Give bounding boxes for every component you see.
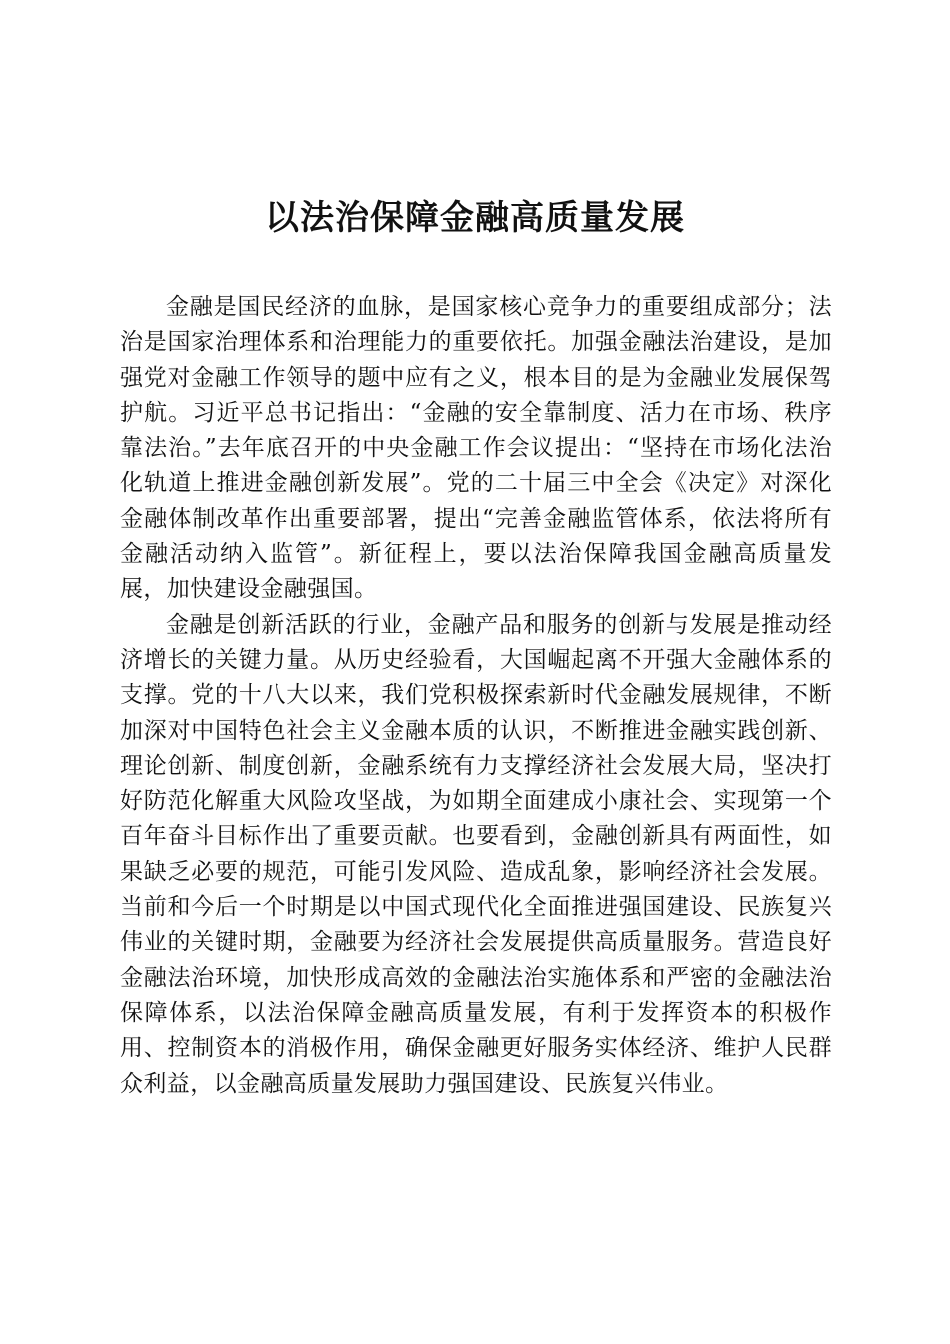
body-paragraph-1: 金融是国民经济的血脉，是国家核心竞争力的重要组成部分；法治是国家治理体系和治理能力的重要依托。加强金融法治建设，是加强党对金融工作领导的题中应有之义，根本目的是为金融业发展保驾护航。习近平总书记指出：“金融的安全靠制度、活力在市场、秩序靠法治。”去年底召开的中央金融工作会议提出：“坚持在市场化法治化轨道上推进金融创新发展”。党的二十届三中全会《决定》对深化金融体制改革作出重要部署，提出“完善金融监管体系，依法将所有金融活动纳入监管”。新征程上，要以法治保障我国金融高质量发展，加快建设金融强国。 — [120, 294, 832, 603]
body-paragraph-2: 金融是创新活跃的行业，金融产品和服务的创新与发展是推动经济增长的关键力量。从历史经验看，大国崛起离不开强大金融体系的支撑。党的十八大以来，我们党积极探索新时代金融发展规律，不断加深对中国特色社会主义金融本质的认识，不断推进金融实践创新、理论创新、制度创新，金融系统有力支撑经济社会发展大局，坚决打好防范化解重大风险攻坚战，为如期全面建成小康社会、实现第一个百年奋斗目标作出了重要贡献。也要看到，金融创新具有两面性，如果缺乏必要的规范，可能引发风险、造成乱象，影响经济社会发展。当前和今后一个时期是以中国式现代化全面推进强国建设、民族复兴伟业的关键时期，金融要为经济社会发展提供高质量服务。营造良好金融法治环境，加快形成高效的金融法治实施体系和严密的金融法治保障体系，以法治保障金融高质量发展，有利于发挥资本的积极作用、控制资本的消极作用，确保金融更好服务实体经济、维护人民群众利益，以金融高质量发展助力强国建设、民族复兴伟业。 — [120, 611, 832, 1097]
document-body — [120, 290, 832, 1102]
document-title: 以法治保障金融高质量发展 — [265, 198, 685, 238]
